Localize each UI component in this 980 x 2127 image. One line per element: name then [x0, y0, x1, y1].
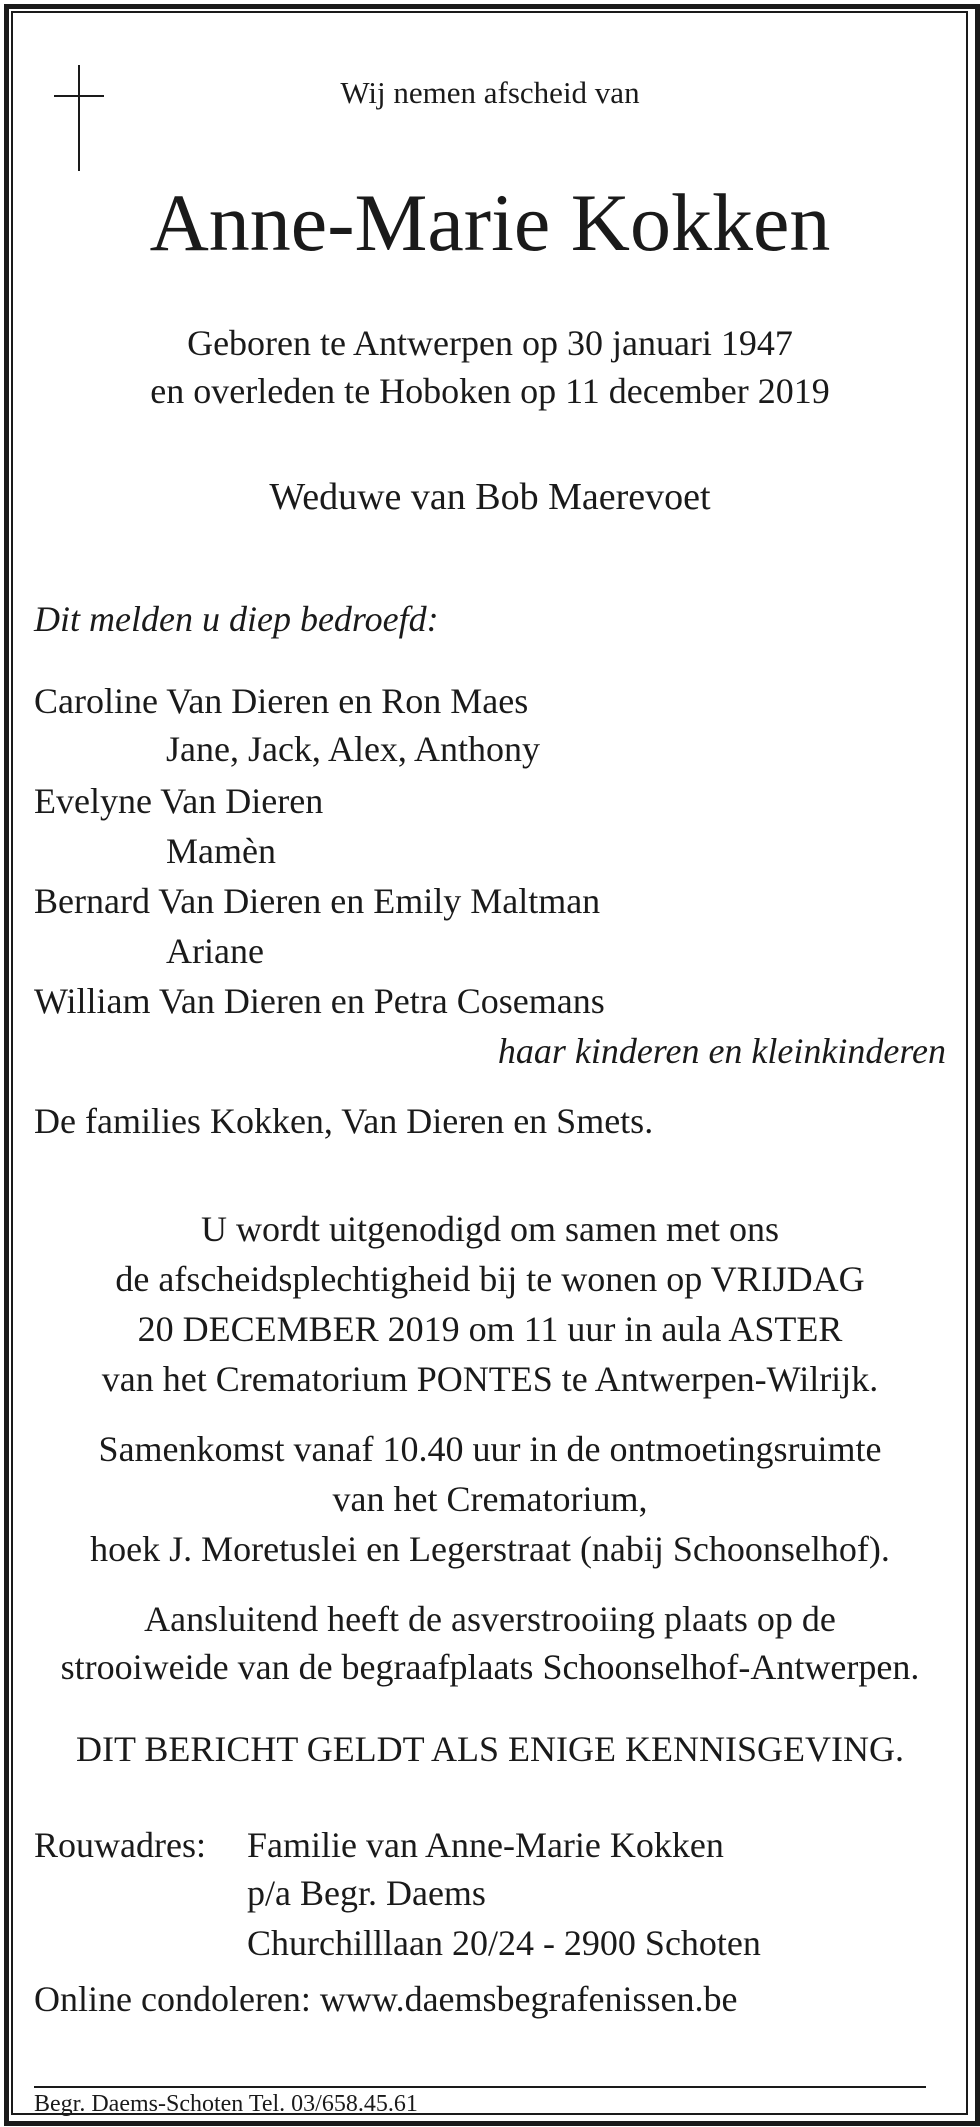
birth-line: Geboren te Antwerpen op 30 januari 1947: [187, 323, 793, 363]
invite-line: 20 DECEMBER 2019 om 11 uur in aula ASTER: [137, 1309, 843, 1349]
address-line: Churchilllaan 20/24 - 2900 Schoten: [247, 1923, 761, 1963]
grandchildren: Jane, Jack, Alex, Anthony: [166, 729, 540, 769]
divider: [34, 2086, 926, 2088]
address-line: p/a Begr. Daems: [247, 1873, 486, 1913]
address-label: Rouwadres:: [34, 1825, 206, 1865]
gathering-line: van het Crematorium,: [332, 1479, 648, 1519]
family-member: Evelyne Van Dieren: [34, 781, 324, 821]
gathering-line: Samenkomst vanaf 10.40 uur in de ontmoetingsruimte: [98, 1429, 882, 1469]
invite-line: van het Crematorium PONTES te Antwerpen-Wilrijk.: [101, 1359, 879, 1399]
family-role: haar kinderen en kleinkinderen: [497, 1031, 946, 1071]
family-member: Bernard Van Dieren en Emily Maltman: [34, 881, 601, 921]
scatter-line: strooiweide van de begraafplaats Schoonselhof-Antwerpen.: [60, 1647, 920, 1687]
online-condolence: Online condoleren: www.daemsbegrafenissen.be: [34, 1979, 738, 2019]
families-line: De families Kokken, Van Dieren en Smets.: [34, 1101, 654, 1141]
grandchildren: Mamèn: [166, 831, 276, 871]
widow-line: Weduwe van Bob Maerevoet: [269, 476, 711, 518]
family-member: Caroline Van Dieren en Ron Maes: [34, 681, 529, 721]
death-line: en overleden te Hoboken op 11 december 2019: [150, 371, 830, 411]
footer-credit: Begr. Daems-Schoten Tel. 03/658.45.61: [34, 2091, 418, 2117]
gathering-line: hoek J. Moretuslei en Legerstraat (nabij Schoonselhof).: [90, 1529, 890, 1569]
grandchildren: Ariane: [166, 931, 264, 971]
invite-line: U wordt uitgenodigd om samen met ons: [201, 1209, 779, 1249]
invite-line: de afscheidsplechtigheid bij te wonen op VRIJDAG: [115, 1259, 865, 1299]
notice-line: DIT BERICHT GELDT ALS ENIGE KENNISGEVING.: [76, 1729, 904, 1769]
family-member: William Van Dieren en Petra Cosemans: [34, 981, 605, 1021]
scatter-line: Aansluitend heeft de asverstrooiing plaats op de: [144, 1599, 836, 1639]
address-line: Familie van Anne-Marie Kokken: [247, 1825, 724, 1865]
announcement: Dit melden u diep bedroefd:: [34, 599, 439, 639]
deceased-name: Anne-Marie Kokken: [149, 177, 831, 268]
intro-text: Wij nemen afscheid van: [340, 75, 640, 110]
